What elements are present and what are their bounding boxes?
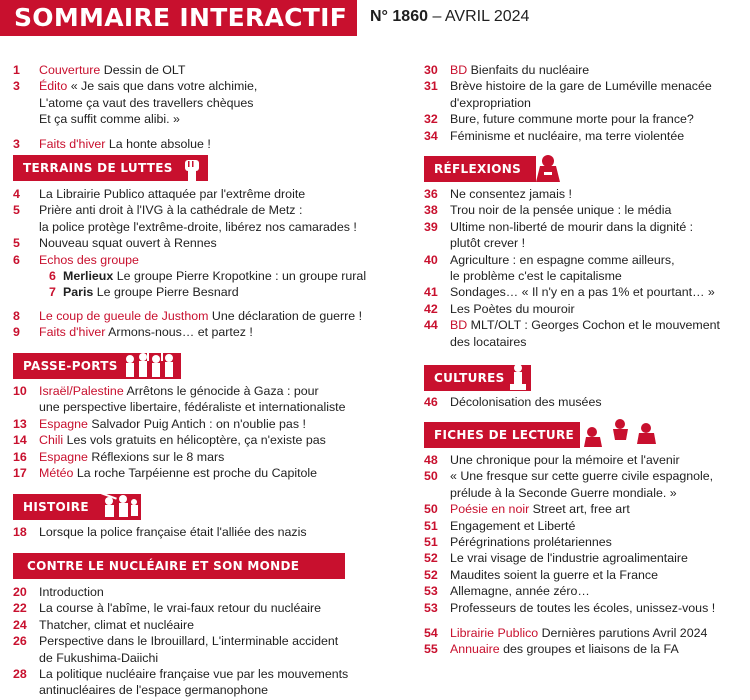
rubric-label: Espagne <box>39 449 88 464</box>
nucleaire-list <box>13 584 393 699</box>
toc-entry[interactable]: 46 Décolonisation des musées <box>424 395 602 409</box>
rubric-label: BD <box>450 318 468 333</box>
toc-entry[interactable]: 14 Chili Les vols gratuits en hélicoptère, ça n'existe pas <box>13 433 326 448</box>
toc-entry[interactable]: 16 Espagne Réflexions sur le 8 mars <box>13 449 225 464</box>
toc-entry[interactable]: 52 Le vrai visage de l'industrie agroalimentaire <box>424 551 688 566</box>
section-header-histoire: HISTOIRE <box>13 494 141 520</box>
toc-entry[interactable]: 18 Lorsque la police française était l'alliée des nazis <box>13 525 307 539</box>
rubric-label: Couverture <box>39 63 101 77</box>
toc-entry[interactable]: 30 BD Bienfaits du nucléaire <box>424 63 590 77</box>
rubric-label: Faits d'hiver <box>39 136 106 151</box>
toc-entry[interactable]: 39 Ultime non-liberté de mourir dans la dignité : plutôt crever ! <box>424 219 694 251</box>
toc-entry[interactable]: 13 Espagne Salvador Puig Antich : on n'oublie pas ! <box>13 416 306 431</box>
section-header-nucleaire: CONTRE LE NUCLÉAIRE ET SON MONDE <box>13 553 345 579</box>
rubric-label: Poésie en noir <box>450 502 530 517</box>
issue-number: N° 1860 <box>370 8 428 25</box>
section-header-terrains: TERRAINS DE LUTTES <box>13 155 208 181</box>
toc-entry[interactable]: 42 Les Poètes du mouroir <box>424 301 575 316</box>
section-header-passeports: PASSE-PORTS <box>13 353 181 379</box>
section-header-reflexions: RÉFLEXIONS <box>424 156 536 182</box>
toc-entry[interactable]: 50 Poésie en noir Street art, free art <box>424 502 630 517</box>
rubric-label: Librairie Publico <box>450 626 539 641</box>
intro-block <box>13 62 393 152</box>
place-label: Paris <box>63 285 94 300</box>
toc-entry[interactable]: 9 Faits d'hiver Armons-nous… et partez ! <box>13 325 253 340</box>
toc-entry[interactable]: 44 BD MLT/OLT : Georges Cochon et le mouvement des locataires <box>424 318 720 349</box>
toc-entry[interactable]: 24 Thatcher, climat et nucléaire <box>13 617 194 632</box>
rubric-label: Espagne <box>39 416 88 431</box>
toc-entry[interactable]: 31 Brève histoire de la gare de Luméville menacée d'expropriation <box>424 79 712 110</box>
toc-entry[interactable]: 6 Echos des groupe <box>13 252 139 267</box>
cultures-list <box>424 394 744 410</box>
toc-entry[interactable]: 54 Librairie Publico Dernières parutions Avril 2024 <box>424 626 708 641</box>
toc-entry[interactable]: 4 La Librairie Publico attaquée par l'extrême droite <box>13 187 306 201</box>
rubric-label: Faits d'hiver <box>39 325 106 340</box>
issue-date: AVRIL 2024 <box>444 8 530 25</box>
fiches-list <box>424 452 744 658</box>
toc-entry[interactable]: 53 Allemagne, année zéro… <box>424 584 590 599</box>
toc-entry[interactable]: 51 Pérégrinations prolétariennes <box>424 535 612 550</box>
reflexions-list <box>424 186 744 350</box>
toc-entry[interactable]: 40 Agriculture : en espagne comme ailleurs, le problème c'est le capitalisme <box>424 252 675 284</box>
soldiers-icon <box>101 491 141 521</box>
nucleaire-list-continued <box>424 62 744 144</box>
toc-entry[interactable]: 50 « Une fresque sur cette guerre civile espagnole, prélude à la Seconde Guerre mondiale. » <box>424 469 714 500</box>
place-label: Merlieux <box>63 269 114 284</box>
thinker-icon <box>534 152 564 184</box>
histoire-list <box>13 524 393 540</box>
toc-entry[interactable]: 3 Édito « Je sais que dans votre alchimie, L'atome ça vaut des travellers chèques Et ça suffit comme alibi. » <box>13 79 258 127</box>
rubric-label: Echos des groupe <box>39 252 139 267</box>
rubric-label: Édito <box>39 79 68 94</box>
toc-entry[interactable]: 32 Bure, future commune morte pour la france? <box>424 112 694 127</box>
toc-entry[interactable]: 34 Féminisme et nucléaire, ma terre violentée <box>424 128 685 143</box>
raised-fist-icon <box>177 152 205 182</box>
toc-subentry[interactable]: 6 Merlieux Le groupe Pierre Kropotkine : un groupe rural <box>49 269 367 284</box>
toc-entry[interactable]: 1 Couverture Dessin de OLT <box>13 63 186 77</box>
toc-entry[interactable]: 3 Faits d'hiver La honte absolue ! <box>13 136 211 151</box>
magazine-title: SOMMAIRE INTERACTIF <box>0 0 357 36</box>
section-header-fiches: FICHES DE LECTURE <box>424 422 580 448</box>
toc-entry[interactable]: 8 Le coup de gueule de Justhom Une déclaration de guerre ! <box>13 308 363 323</box>
toc-entry[interactable]: 55 Annuaire des groupes et liaisons de la FA <box>424 642 679 657</box>
rubric-label: Chili <box>39 433 64 448</box>
crowd-icon <box>123 350 178 380</box>
toc-entry[interactable]: 28 La politique nucléaire française vue par les mouvements antinucléaires de l'espace germanophone <box>13 667 349 698</box>
rubric-label: Le coup de gueule de Justhom <box>39 308 209 323</box>
toc-entry[interactable]: 48 Une chronique pour la mémoire et l'avenir <box>424 453 680 467</box>
toc-entry[interactable]: 41 Sondages… « Il n'y en a pas 1% et pourtant… » <box>424 285 715 300</box>
terrains-list <box>13 186 393 341</box>
toc-subentry[interactable]: 7 Paris Le groupe Pierre Besnard <box>49 285 239 300</box>
toc-entry[interactable]: 52 Maudites soient la guerre et la France <box>424 567 658 582</box>
toc-entry[interactable]: 17 Météo La roche Tarpéienne est proche du Capitole <box>13 466 318 481</box>
section-header-cultures: CULTURES <box>424 365 531 391</box>
toc-entry[interactable]: 51 Engagement et Liberté <box>424 518 576 533</box>
toc-entry[interactable]: 26 Perspective dans le Ibrouillard, L'interminable accident de Fukushima-Daiichi <box>13 634 339 665</box>
toc-entry[interactable]: 5 Prière anti droit à l'IVG à la cathédrale de Metz : la police protège l'extrême-droite, libérez nos camarades ! <box>13 203 357 234</box>
rubric-label: Israël/Palestine <box>39 384 124 398</box>
issue-info <box>370 8 529 26</box>
toc-entry[interactable]: 5 Nouveau squat ouvert à Rennes <box>13 236 217 251</box>
toc-entry[interactable]: 53 Professeurs de toutes les écoles, unissez-vous ! <box>424 600 716 615</box>
passeports-list <box>13 383 393 481</box>
rubric-label: Météo <box>39 466 74 481</box>
toc-entry[interactable]: 22 La course à l'abîme, le vrai-faux retour du nucléaire <box>13 601 321 616</box>
toc-entry[interactable]: 38 Trou noir de la pensée unique : le média <box>424 203 672 218</box>
rubric-label: Annuaire <box>450 642 500 657</box>
rubric-label: BD <box>450 63 468 77</box>
toc-entry[interactable]: 20 Introduction <box>13 585 104 599</box>
statue-icon <box>506 362 530 392</box>
readers-icon <box>582 414 660 448</box>
toc-entry[interactable]: 36 Ne consentez jamais ! <box>424 187 572 201</box>
issue-separator: – <box>432 8 442 25</box>
toc-entry[interactable]: 10 Israël/Palestine Arrêtons le génocide à Gaza : pour une perspective libertaire, fédéraliste et internationaliste <box>13 384 346 415</box>
